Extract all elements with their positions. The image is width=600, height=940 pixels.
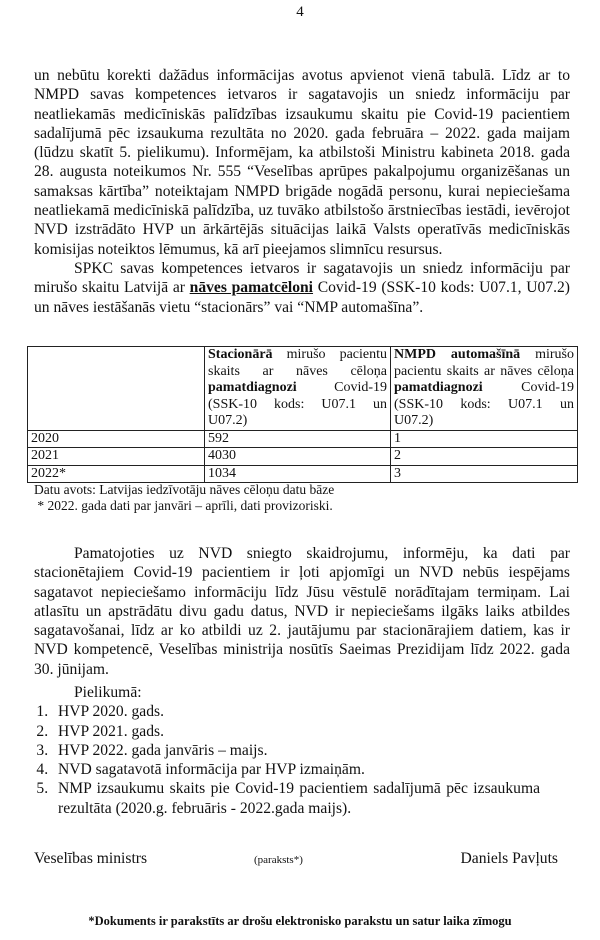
attachment-item: 1. HVP 2020. gads. — [52, 702, 570, 721]
year-cell: 2022* — [28, 465, 205, 483]
paragraph-2-emphasis: nāves pamatcēloni — [189, 279, 314, 297]
page-number: 4 — [296, 4, 304, 20]
table-footnote: * 2022. gada dati par janvāri – aprīli, dati provizoriski. — [34, 498, 333, 513]
body-text — [34, 66, 570, 317]
paragraph-2 — [34, 259, 570, 317]
attachment-item: 3. HVP 2022. gada janvāris – maijs. — [52, 741, 570, 760]
body-text-2 — [34, 544, 570, 679]
paragraph-2-end: Covid-19 (SSK-10 kods: U07.1, U07.2) un nāves iestāšanās vietu “stacionārs” vai “NMP automašīna”. — [34, 279, 570, 316]
attachments-title: Pielikumā: — [74, 684, 142, 701]
signatory-name: Daniels Pavļuts — [460, 850, 558, 867]
table-row — [28, 448, 578, 466]
stationary-cell: 1034 — [205, 465, 391, 483]
table-header-row — [28, 347, 578, 431]
paragraph-2-start: SPKC savas kompetences ietvaros ir sagatavojis un sniedz informāciju par mirušo skaitu Latvijā ar — [34, 259, 570, 297]
header-empty-cell — [28, 347, 205, 431]
year-cell: 2021 — [28, 448, 205, 466]
mortality-table — [27, 346, 578, 483]
attachment-item: 5. NMP izsaukumu skaits pie Covid-19 pacientiem sadalījumā pēc izsaukuma rezultāta (2020.g. februāris - 2022.gada maijs). — [52, 779, 570, 818]
ambulance-cell: 1 — [391, 430, 578, 448]
attachments-list — [34, 702, 570, 818]
ambulance-cell: 3 — [391, 465, 578, 483]
header-ambulance: NMPD automašīnā mirušo pacientu skaits ar nāves cēloņa pamatdiagnozi Covid-19 (SSK-10 kods: U07.1 un U07.2) — [391, 347, 578, 431]
table-notes — [34, 482, 334, 514]
ambulance-cell: 2 — [391, 448, 578, 466]
table-row — [28, 430, 578, 448]
attachments — [34, 683, 570, 818]
attachment-item: 4. NVD sagatavotā informācija par HVP izmaiņām. — [52, 760, 570, 779]
paragraph-1: un nebūtu korekti dažādus informācijas avotus apvienot vienā tabulā. Līdz ar to NMPD savas kompetences ietvaros ir sagatavojis un sniedz informāciju par neatliekamās medicīniskās palīdzības izsaukumu skaitu pie Covid-19 pacientiem sadalījumā pēc izsaukuma rezultāta no 2020. gada februāra – 2022. gada maijam (lūdzu skatīt 5. pielikumu). Informējam, ka atbilstoši Ministru kabineta 2018. gada 28. augusta noteikumos Nr. 555 “Veselības aprūpes pakalpojumu organizēšanas un samaksas kārtība” noteiktajam NMPD brigāde nogādā personu, kurai nepieciešama neatliekamā medicīniskā palīdzība, uz tuvāko atbilstošo ārstniecības iestādi, ievērojot NVD izstrādāto HVP un ārkārtējās situācijas laikā Valsts operatīvās medicīniskās komisijas noteiktos lēmumus, kā arī pieejamos slimnīcu resursus. — [34, 67, 570, 258]
attachment-item: 2. HVP 2021. gads. — [52, 722, 570, 741]
signature-placeholder: (paraksts*) — [254, 854, 303, 866]
header-stationary: Stacionārā mirušo pacientu skaits ar nāves cēloņa pamatdiagnozi Covid-19 (SSK-10 kods: U07.1 un U07.2) — [205, 347, 391, 431]
year-cell: 2020 — [28, 430, 205, 448]
table-row — [28, 465, 578, 483]
stationary-cell: 592 — [205, 430, 391, 448]
table-source: Datu avots: Latvijas iedzīvotāju nāves cēloņu datu bāze — [34, 482, 335, 497]
paragraph-3: Pamatojoties uz NVD sniegto skaidrojumu, informēju, ka dati par stacionētajiem Covid-19 pacientiem ir ļoti apjomīgi un NVD nebūs iespējams sagatavot nepieciešamo informāciju līdz Jūsu vēstulē norādītajam termiņam. Lai atlasītu un apstrādātu divu gadu datus, NVD ir nepieciešams ilgāks laiks atbildes sagatavošanai, līdz ar ko atbildi uz 2. jautājumu par stacionārajiem datiem, kas ir NVD kompetencē, Veselības ministrija nosūtīs Saeimas Prezidijam līdz 2022. gada 30. jūnijam. — [34, 545, 570, 678]
signatory-title: Veselības ministrs — [34, 850, 148, 867]
footer-note: *Dokuments ir parakstīts ar drošu elektronisko parakstu un satur laika zīmogu — [88, 914, 512, 928]
stationary-cell: 4030 — [205, 448, 391, 466]
